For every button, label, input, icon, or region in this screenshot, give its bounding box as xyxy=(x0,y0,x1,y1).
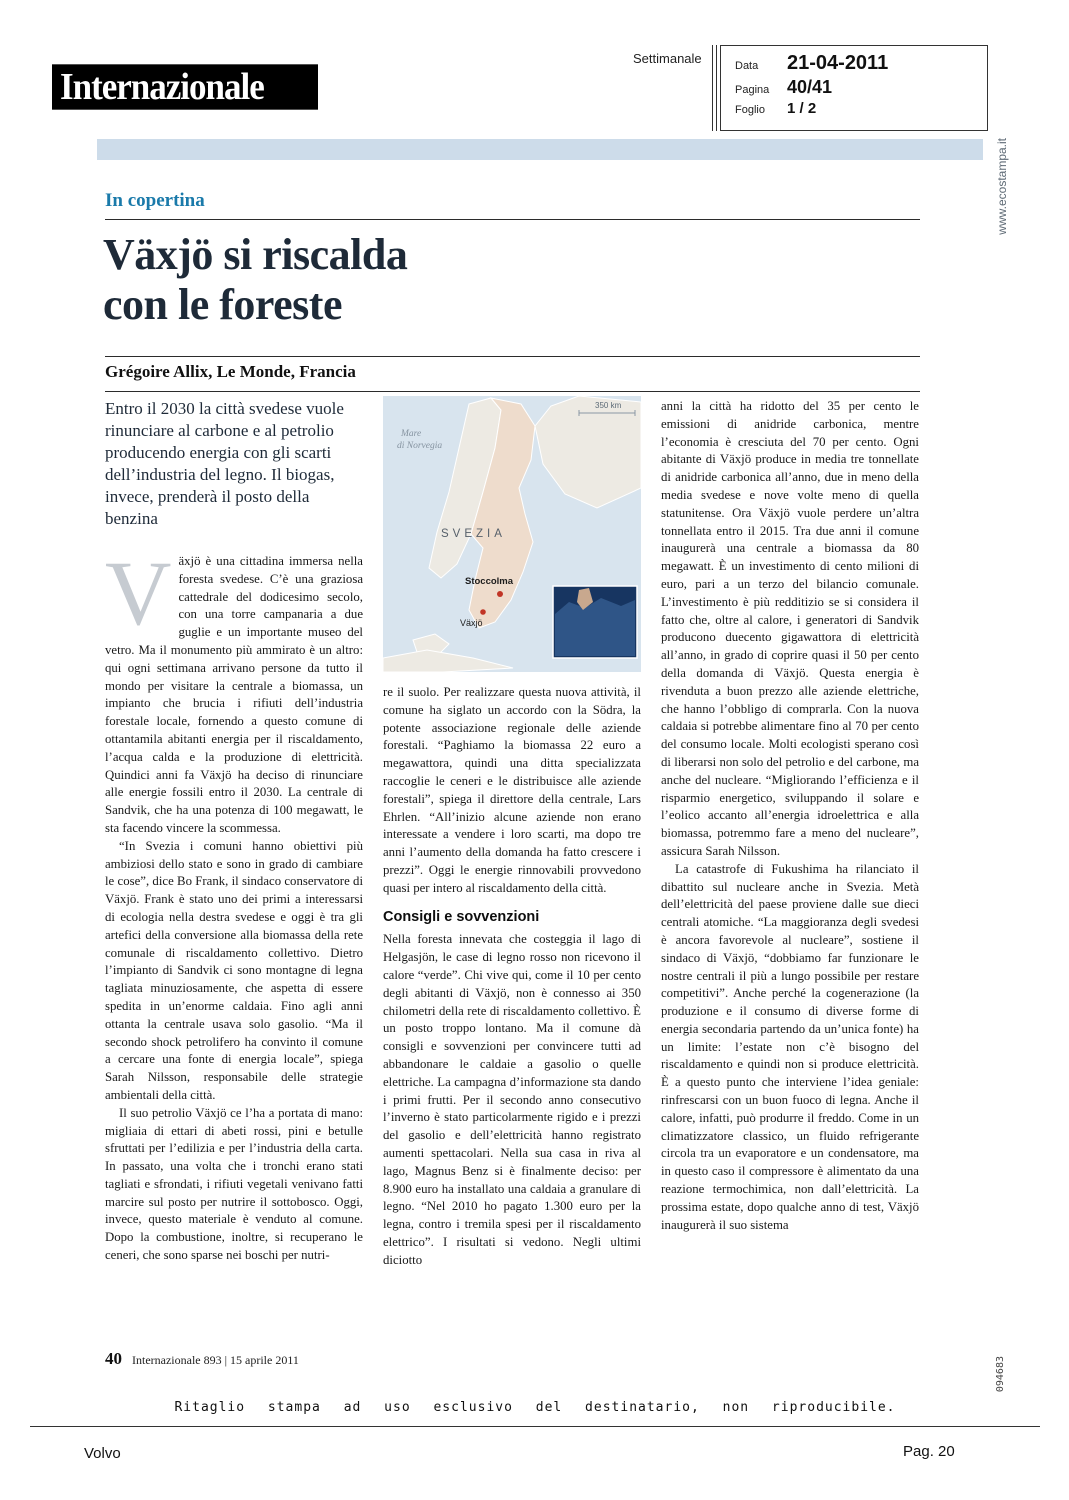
rule-below-byline xyxy=(105,391,920,392)
paragraph-text: äxjö è una cittadina immersa nella foresta svedese. C’è una graziosa cattedrale del dodicesimo secolo, con una torre campanaria a due guglie e un importante museo del vetro. Ma il monumento più ammirato è un altro: qui ogni settimana arrivano persone da tutto il mondo per visitare la centrale a biomassa, un impianto che brucia i rifiuti dell’industria forestale locale, fornendo a questo comune di ottantamila abitanti energia per il riscaldamento, l’acqua calda e la produzione di elettricità. Quindici anni fa Växjö ha deciso di rinunciare alle energie fossili entro il 2030. La centrale di Sandvik, che ha una potenza di 100 megawatt, le sta facendo vincere la scommessa. xyxy=(105,554,363,835)
disclaimer-band xyxy=(30,1398,1040,1427)
foglio-label: Foglio xyxy=(735,104,765,116)
article-title xyxy=(103,230,663,330)
sea-label-line2: di Norvegia xyxy=(397,441,443,451)
ecostampa-url-vertical: www.ecostampa.it xyxy=(995,138,1009,235)
paragraph: “In Svezia i comuni hanno obiettivi più ambiziosi dello stato e sono in grado di cambiare le cose”, dice Bo Frank, il sindaco conservatore di Växjö. Frank è stato uno dei primi a interessarsi di ecologia nella destra svedese e oggi è tra gli artefici della conversione alla biomassa della rete comunale di riscaldamento collettivo. Dietro l’impianto di Sandvik ci sono montagne di legna tagliata minuziosamente, che aspetta di essere spedita in un’enorme caldaia. Fino agli anni ottanta la centrale usava solo gasolio. “Ma il secondo shock petrolifero ha convinto il comune a cercare una fonte di energia locale”, spiega Sarah Nilsson, responsabile delle strategie ambientali della città. xyxy=(105,838,363,1102)
paragraph: La catastrofe di Fukushima ha rilanciato il dibattito sul nucleare anche in Svezia. Metà dell’elettricità del paese proviene dalle sue dieci centrali atomiche. “La maggioranza degli svedesi è ancora favorevole al nucleare”, sostiene il sindaco di Växjö, “dobbiamo far funzionare le nostre centrali il più a lungo possibile per restare competitivi”. Anche perché la cogenerazione (la produzione e il consumo di diverse forme di energia secondaria partendo da un’unica fonte) ha un limite: l’estate non c’è bisogno del riscaldamento e quindi non si produce elettricità. È a questo punto che interviene l’idea geniale: rinfrescarsi con un buon fuoco di legna. Anche il calore, infatti, può produrre il freddo. Come in un climatizzatore classico, un fluido refrigerante circola tra un evaporatore e un condensatore, ma in questo caso il compressore è alimentato da una reazione termochimica, non dall’elettricità. La prossima estate, dopo qualche anno di test, Växjö inaugurerà il suo sistema xyxy=(661,861,919,1232)
sea-label-line1: Mare xyxy=(401,429,422,439)
pagina-value: 40/41 xyxy=(787,77,833,97)
clipping-code-vertical: 094683 xyxy=(995,1356,1006,1393)
frequency-label: Settimanale xyxy=(633,51,702,66)
meta-row-pagina xyxy=(735,77,987,98)
meta-row-data xyxy=(735,52,987,75)
paragraph: Il suo petrolio Växjö ce l’ha a portata di mano: migliaia di ettari di abeti rossi, pini e betulle sfruttati per l’edilizia e per l’industria della carta. In passato, una volta che i tronchi erano stati tagliati e sfrondati, i rifiuti vegetali venivano fatti marcire sul posto per nutrire il sottobosco. Oggi, invece, questo materiale è venduto al comune. Dopo la combustione, inoltre, si recuperano le ceneri, che sono sparse nei boschi per nutri- xyxy=(105,1105,363,1263)
page-reference: Pag. 20 xyxy=(903,1443,955,1460)
meta-row-foglio xyxy=(735,100,987,117)
clipping-meta-box xyxy=(720,45,988,131)
capital-label: Stoccolma xyxy=(465,576,514,587)
sweden-map-svg xyxy=(383,396,641,672)
article-standfirst: Entro il 2030 la città svedese vuole rinunciare al carbone e al petrolio producendo energia con gli scarti dell’industria del legno. Il biogas, invece, prenderà il posto della benzina xyxy=(105,399,344,528)
meta-box-divider xyxy=(712,45,717,131)
paragraph: anni la città ha ridotto del 35 per cento le emissioni di anidride carbonica, mentre l’economia è cresciuta del 70 per cento. Ogni abitante di Växjö produce in media tre tonnellate di anidride carbonica all’anno, due in meno della media svedese e nove volte meno di quella statunitense. Ora Växjö vuole perdere un’altra tonnellata entro il 2015. Tra due anni il comune inaugurerà una centrale a biomassa da 80 megawatt. È un investimento di cento milioni di euro, pari a un terzo del bilancio comunale. L’investimento è più redditizio se si considera il fatto che, oltre al calore, i generatori di Sandvik producono duecento gigawattora di elettricità all’anno, in grado di coprire quasi il 50 per cento della domanda di Växjö. Questa energia è rivenduta a buon prezzo alle aziende elettriche, che hanno l’obbligo di comprarla. Con la nuova caldaia si potrebbe alimentare fino al 70 per cento del consumo locale. Molti ecologisti sperano così di liberarsi non solo del petrolio e del carbone, ma anche del nucleare. “Migliorando l’efficienza e il risparmio energetico, sviluppando il solare e l’eolico accanto all’energia idroelettrica e alla biomassa, potremmo fare a meno del nucleare”, assicura Sarah Nilsson. xyxy=(661,399,919,858)
source-label: Volvo xyxy=(84,1445,121,1462)
magazine-issue-info: Internazionale 893 | 15 aprile 2011 xyxy=(132,1353,299,1367)
section-subhead: Consigli e sovvenzioni xyxy=(383,908,540,925)
internazionale-logo xyxy=(52,64,318,109)
city-label: Växjö xyxy=(460,618,483,628)
disclaimer-text: Ritaglio stampa ad uso esclusivo del destinatario, non riproducibile. xyxy=(174,1400,896,1415)
title-line-1: Växjö si riscalda xyxy=(103,230,408,279)
article-column-3 xyxy=(661,398,919,1234)
article-column-2 xyxy=(383,684,641,1270)
country-label: SVEZIA xyxy=(441,528,506,540)
inset-land xyxy=(555,598,635,656)
scale-label: 350 km xyxy=(595,401,622,410)
page-top-band xyxy=(97,139,983,160)
stockholm-dot xyxy=(497,591,503,597)
paragraph xyxy=(105,542,363,838)
article-column-1 xyxy=(105,542,363,1265)
rule-under-kicker xyxy=(105,219,920,220)
magazine-page-number: 40 xyxy=(105,1349,122,1368)
drop-cap: V xyxy=(105,542,172,644)
paragraph: re il suolo. Per realizzare questa nuova attività, il comune ha siglato un accordo con la Södra, la potente associazione regionale delle aziende forestali. “Paghiamo la biomassa 22 euro a megawattora, quindi una ditta specializzata raccoglie le ceneri e le distribuisce alle aziende forestali”, spiega il direttore della centrale, Lars Ehrlen. “All’inizio alcune aziende non erano interessate a vendere i loro scarti, ma dopo tre anni l’aumento della domanda ha fatto crescere i prezzi”. Oggi le energie rinnovabili provvedono quasi per intero al riscaldamento della città. xyxy=(383,685,641,895)
foglio-value: 1 / 2 xyxy=(787,100,817,117)
inset-europe-map xyxy=(553,586,637,658)
vaxjo-dot xyxy=(480,609,486,615)
rule-above-byline xyxy=(105,356,920,357)
sweden-map xyxy=(383,396,641,672)
data-value: 21-04-2011 xyxy=(787,52,889,74)
section-kicker: In copertina xyxy=(105,190,205,211)
magazine-page-footer xyxy=(105,1349,299,1369)
paragraph: Nella foresta innevata che costeggia il lago di Helgasjön, le case di legno rosso non ricevono il calore “verde”. Chi vive qui, come il 10 per cento degli abitanti di Växjö, non è connesso ai 350 chilometri della rete di riscaldamento collettivo. È un posto troppo lontano. Ma il comune dà consigli e sovvenzioni per convincere tutti ad abbandonare le caldaie a gasolio o quelle elettriche. La campagna d’informazione sta dando i primi frutti. Per il secondo anno consecutivo l’inverno è stato particolarmente rigido e i prezzi del gasolio e dell’elettricità hanno registrato aumenti spettacolari. Nella sua casa in riva al lago, Magnus Benz si è finalmente deciso: per 8.900 euro ha installato una caldaia a granulare di legno. “Nel 2010 ho pagato 1.300 euro per la legna, contro i tremila spesi per il riscaldamento elettrico”. I risultati si vedono. Negli ultimi diciotto xyxy=(383,932,641,1267)
title-line-2: con le foreste xyxy=(103,280,342,329)
article-byline: Grégoire Allix, Le Monde, Francia xyxy=(105,362,356,381)
logo-text: Internazionale xyxy=(60,65,264,108)
data-label: Data xyxy=(735,60,759,72)
pagina-label: Pagina xyxy=(735,84,770,96)
